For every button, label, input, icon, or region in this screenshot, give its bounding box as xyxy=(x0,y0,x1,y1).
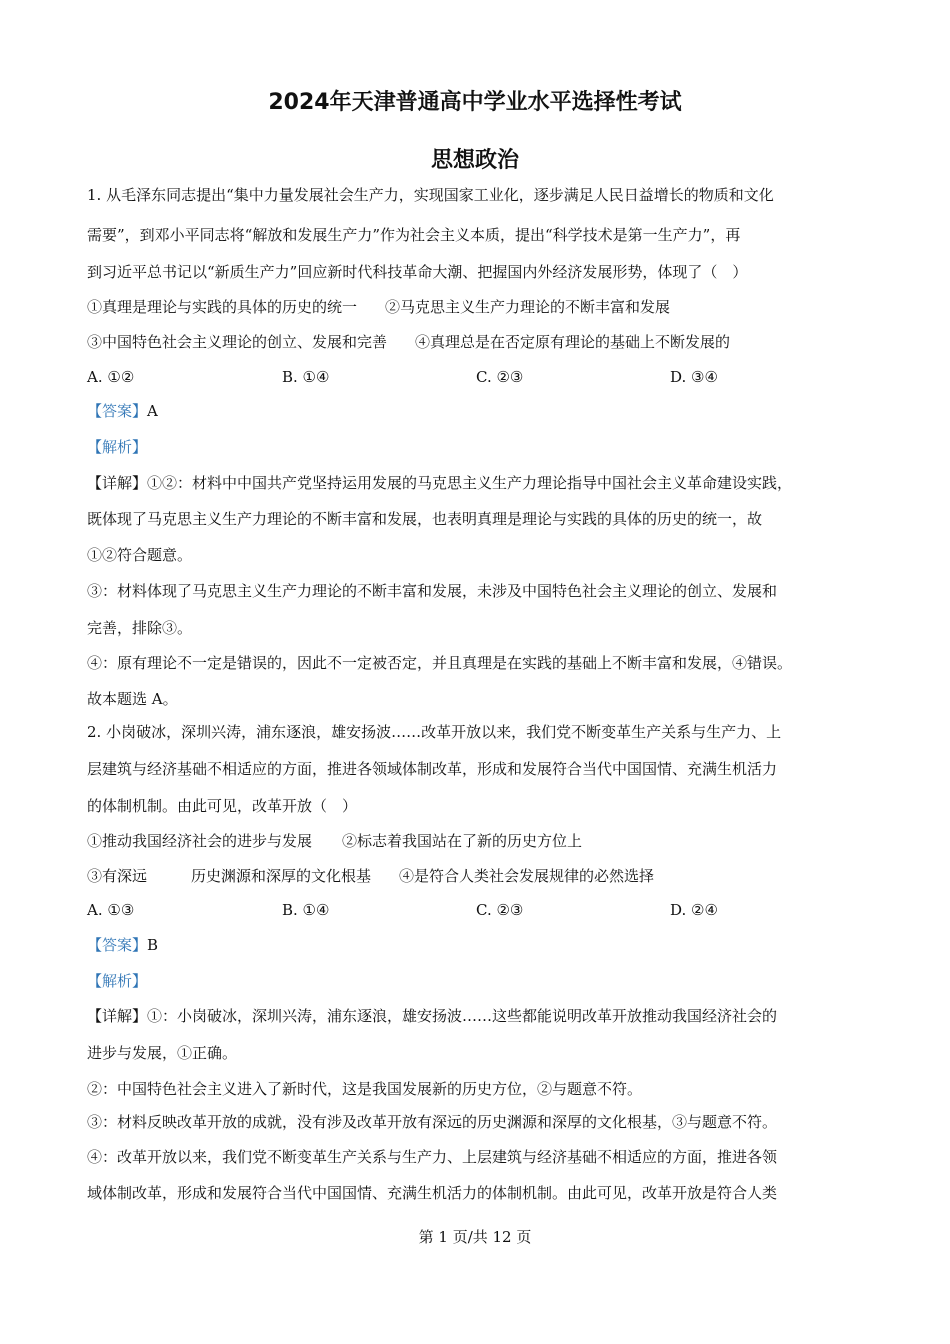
q2-option-d: D. ②④ xyxy=(670,901,718,919)
q2-detail-line: ③：材料反映改革开放的成就，没有涉及改革开放有深远的历史渊源和深厚的文化根基，③与题意不符。 xyxy=(87,1113,778,1131)
q2-stem-line: 的体制机制。由此可见，改革开放（ ） xyxy=(87,797,358,815)
q2-stem-line: 层建筑与经济基础不相适应的方面，推进各领域体制改革，形成和发展符合当代中国国情、充满生机活力 xyxy=(87,760,778,778)
answer-tag: 【答案】 xyxy=(87,936,148,954)
q2-option-c: C. ②③ xyxy=(476,901,524,919)
q2-detail-line: ④：改革开放以来，我们党不断变革生产关系与生产力、上层建筑与经济基础不相适应的方面，推进各领 xyxy=(87,1148,778,1166)
q2-option-a: A. ①③ xyxy=(87,901,135,919)
q1-statement: ②马克思主义生产力理论的不断丰富和发展 xyxy=(385,298,671,316)
q2-statement-row xyxy=(87,866,654,886)
q2-detail-line: 进步与发展，①正确。 xyxy=(87,1044,238,1062)
q2-statement: 历史渊源和深厚的文化根基 xyxy=(191,867,372,885)
q1-answer xyxy=(87,401,158,421)
q1-analysis xyxy=(87,437,147,457)
q2-statement: ①推动我国经济社会的进步与发展 xyxy=(87,832,313,850)
answer-value: A xyxy=(147,402,158,420)
q1-detail-line: ④：原有理论不一定是错误的，因此不一定被否定，并且真理是在实践的基础上不断丰富和发展，④错误。 xyxy=(87,654,793,672)
q2-option-b: B. ①④ xyxy=(282,901,330,919)
q1-statement-row xyxy=(87,297,670,317)
q1-detail-line: ①②符合题意。 xyxy=(87,546,193,564)
q1-stem-line: 1. 从毛泽东同志提出“集中力量发展社会生产力，实现国家工业化，逐步满足人民日益增长的物质和文化 xyxy=(87,186,774,204)
detail-tag: 【详解】 xyxy=(87,1007,148,1025)
q1-statement: ④真理总是在否定原有理论的基础上不断发展的 xyxy=(415,333,731,351)
q1-stem-line: 需要”，到邓小平同志将“解放和发展生产力”作为社会主义本质，提出“科学技术是第一生产力”，再 xyxy=(87,226,741,244)
detail-tag: 【详解】 xyxy=(87,474,148,492)
analysis-tag: 【解析】 xyxy=(87,972,148,990)
q2-detail-line: ②：中国特色社会主义进入了新时代，这是我国发展新的历史方位，②与题意不符。 xyxy=(87,1080,643,1098)
answer-value: B xyxy=(147,936,159,954)
exam-subject: 思想政治 xyxy=(430,148,519,173)
q1-detail-line: 故本题选 A。 xyxy=(87,690,178,708)
q1-detail-line xyxy=(87,473,792,493)
analysis-tag: 【解析】 xyxy=(87,438,148,456)
q2-analysis xyxy=(87,971,147,991)
q2-stem-line: 2. 小岗破冰，深圳兴涛，浦东逐浪，雄安扬波……改革开放以来，我们党不断变革生产关系与生产力、上 xyxy=(87,723,782,741)
q1-option-b: B. ①④ xyxy=(282,368,330,386)
detail-text: ①②：材料中中国共产党坚持运用发展的马克思主义生产力理论指导中国社会主义革命建设实践， xyxy=(147,474,793,492)
q2-detail-line: 域体制改革，形成和发展符合当代中国国情、充满生机活力的体制机制。由此可见，改革开放是符合人类 xyxy=(87,1184,778,1202)
q1-option-c: C. ②③ xyxy=(476,368,524,386)
q1-statement: ①真理是理论与实践的具体的历史的统一 xyxy=(87,298,358,316)
q2-answer xyxy=(87,935,158,955)
q1-detail-line: ③：材料体现了马克思主义生产力理论的不断丰富和发展，未涉及中国特色社会主义理论的创立、发展和 xyxy=(87,582,778,600)
q1-statement-row xyxy=(87,332,730,352)
q1-detail-line: 既体现了马克思主义生产力理论的不断丰富和发展，也表明真理是理论与实践的具体的历史的统一，故 xyxy=(87,510,763,528)
page-number: 第 1 页/共 12 页 xyxy=(418,1228,532,1246)
q1-stem-line: 到习近平总书记以“新质生产力”回应新时代科技革命大潮、把握国内外经济发展形势，体现了（ ） xyxy=(87,263,748,281)
q2-statement-row xyxy=(87,831,582,851)
q2-statement: ②标志着我国站在了新的历史方位上 xyxy=(342,832,583,850)
q1-detail-line: 完善，排除③。 xyxy=(87,619,193,637)
q1-statement: ③中国特色社会主义理论的创立、发展和完善 xyxy=(87,333,388,351)
detail-text: ①：小岗破冰，深圳兴涛，浦东逐浪，雄安扬波……这些都能说明改革开放推动我国经济社会的 xyxy=(147,1007,778,1025)
q1-option-d: D. ③④ xyxy=(670,368,718,386)
q2-detail-line xyxy=(87,1006,777,1026)
q2-statement: ③有深远 xyxy=(87,867,148,885)
answer-tag: 【答案】 xyxy=(87,402,148,420)
q1-option-a: A. ①② xyxy=(87,368,135,386)
q2-statement: ④是符合人类社会发展规律的必然选择 xyxy=(399,867,655,885)
exam-title: 2024年天津普通高中学业水平选择性考试 xyxy=(268,90,682,115)
